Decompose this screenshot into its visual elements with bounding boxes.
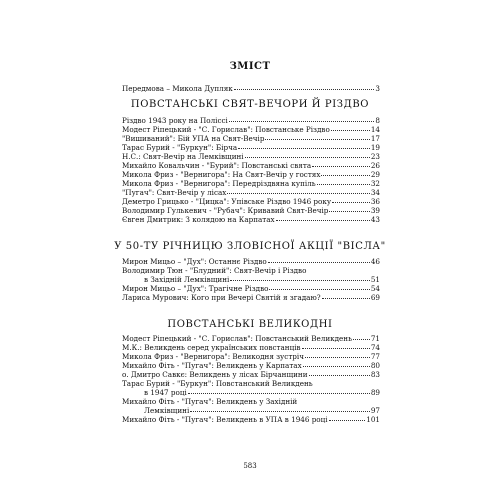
leader-dots — [230, 274, 370, 281]
toc-entry-page: 97 — [370, 406, 380, 415]
toc-entry-text: о. Дмитро Савкє: Великдень у лісах Бірчанщини — [122, 370, 308, 379]
toc-entry-page: 71 — [370, 334, 380, 343]
leader-dots — [190, 405, 370, 412]
toc-entry — [122, 415, 380, 424]
toc-entry-text: Михайло Ковальчин - "Бурий": Повстанські свята — [122, 161, 312, 170]
leader-dots — [276, 214, 370, 221]
toc-entry-page: 46 — [370, 257, 380, 266]
section-title: У 50-ТУ РІЧНИЦЮ ЗЛОВІСНОЇ АКЦІЇ "ВІСЛА" — [114, 241, 386, 252]
toc-entry-page: 80 — [370, 361, 380, 370]
toc-title: ЗМІСТ — [229, 61, 271, 72]
toc-entry-page: 3 — [375, 84, 380, 93]
toc-entry-page: 74 — [370, 343, 380, 352]
toc-entry-text: "Пугач": Свят-Вечір у лісах — [122, 188, 227, 197]
toc-entry-page: 23 — [370, 152, 380, 161]
leader-dots — [188, 387, 370, 394]
toc-entry-text: Тарас Бурий - "Буркун": Повстанський Великдень — [122, 379, 313, 388]
leader-dots — [265, 133, 369, 140]
toc-entry-page: 26 — [370, 161, 380, 170]
toc-entry — [122, 370, 380, 379]
leader-dots — [302, 342, 370, 349]
toc-entry-page: 34 — [370, 188, 380, 197]
leader-dots — [353, 333, 370, 340]
leader-dots — [303, 360, 370, 367]
toc-entry-page: 36 — [370, 197, 380, 206]
toc-entry-page: 69 — [370, 293, 380, 302]
leader-dots — [268, 256, 370, 263]
toc-entry-text: Михайло Фіть - "Пугач": Великдень у Західній — [122, 397, 298, 406]
section-title: ПОВСТАНСЬКІ СВЯТ-ВЕЧОРИ Й РІЗДВО — [130, 99, 370, 110]
toc-entry-text: Михайло Фіть - "Пугач": Великдень у Карпатах — [122, 361, 302, 370]
leader-dots — [322, 292, 370, 299]
leader-dots — [229, 115, 375, 122]
leader-dots — [305, 351, 370, 358]
toc-entry-text: Модест Ріпецький - "С. Горислав": Повстанське Різдво — [122, 125, 330, 134]
leader-dots — [309, 369, 370, 376]
leader-dots — [321, 169, 369, 176]
toc-entry-page: 51 — [370, 275, 380, 284]
toc-entry-text: Лемківщині — [144, 406, 190, 415]
toc-entry-page: 83 — [370, 370, 380, 379]
toc-entry-page: 19 — [370, 143, 380, 152]
toc-entry — [122, 215, 380, 224]
toc-entry-text: Володимир Тюн - "Блудний": Свят-Вечір і Різдво — [122, 266, 307, 275]
toc-entry-text: Деметро Грицько - "Цицка": Упівське Різдво 1946 року — [122, 197, 332, 206]
leader-dots — [234, 83, 375, 90]
toc-entry-text: Михайло Фіть - "Пугач": Великдень в УПА в 1946 році — [122, 415, 328, 424]
toc-entry-text: Мирон Мицьо – "Дух": Останнє Різдво — [122, 257, 267, 266]
leader-dots — [331, 124, 370, 131]
leader-dots — [329, 414, 366, 421]
toc-entry-text: Микола Фриз - "Вернигора": На Свят-Вечір у гостях — [122, 170, 321, 179]
leader-dots — [317, 178, 370, 185]
toc-entry — [122, 257, 380, 266]
toc-entry-text: "Вишиваний": Бій УПА на Свят-Вечір — [122, 134, 265, 143]
toc-entry-page: 101 — [366, 415, 380, 424]
toc-entry-text: Володимир Гулькевич - "Рубач": Кривавий Свят-Вечір — [122, 206, 329, 215]
toc-entry-page: 39 — [370, 206, 380, 215]
toc-entry-page: 89 — [370, 388, 380, 397]
toc-entry-text: Мирон Мицьо – "Дух": Трагічне Різдво — [122, 284, 269, 293]
toc-entry-text: Тарас Бурий - "Буркун": Бірча — [122, 143, 238, 152]
leader-dots — [245, 151, 370, 158]
toc-entry-intro — [122, 84, 380, 93]
toc-entry-text: Н.С.: Свят-Вечір на Лемківщині — [122, 152, 244, 161]
toc-entry-text: в Західній Лемківщині — [144, 275, 230, 284]
leader-dots — [269, 283, 369, 290]
toc-entry-page: 32 — [370, 179, 380, 188]
toc-entry-page: 43 — [370, 215, 380, 224]
toc-entry-page: 77 — [370, 352, 380, 361]
toc-entry-text: Євген Дмитрик: З колядою на Карпатах — [122, 215, 275, 224]
toc-entry-page: 8 — [375, 116, 380, 125]
toc-entry-page: 29 — [370, 170, 380, 179]
leader-dots — [238, 142, 370, 149]
toc-entry-text: Різдво 1943 року на Поліссі — [122, 116, 228, 125]
toc-entry — [122, 388, 380, 397]
leader-dots — [332, 196, 370, 203]
toc-entry-text: в 1947 році — [144, 388, 187, 397]
section-title: ПОВСТАНСЬКІ ВЕЛИКОДНІ — [167, 319, 333, 330]
leader-dots — [329, 205, 369, 212]
toc-entry-text: Лариса Мурович: Кого при Вечері Святій я згадаю? — [122, 293, 321, 302]
toc-entry-page: 17 — [370, 134, 380, 143]
page-number: 583 — [243, 462, 257, 470]
leader-dots — [227, 187, 370, 194]
toc-entry — [122, 293, 380, 302]
toc-entry-text: Микола Фриз - "Вернигора": Великодня зустріч — [122, 352, 304, 361]
toc-entry-page: 54 — [370, 284, 380, 293]
leader-dots — [312, 160, 370, 167]
toc-entry-text: Модест Ріпецький - "С. Горислав": Повстанський Великдень — [122, 334, 353, 343]
toc-entry-text: М.К.: Великдень серед українських повстанців — [122, 343, 301, 352]
toc-entry-text: Микола Фриз - "Вернигора": Передріздвяна купіль — [122, 179, 316, 188]
toc-entry-text: Передмова – Микола Дупляк — [122, 84, 233, 93]
toc-entry-page: 14 — [370, 125, 380, 134]
